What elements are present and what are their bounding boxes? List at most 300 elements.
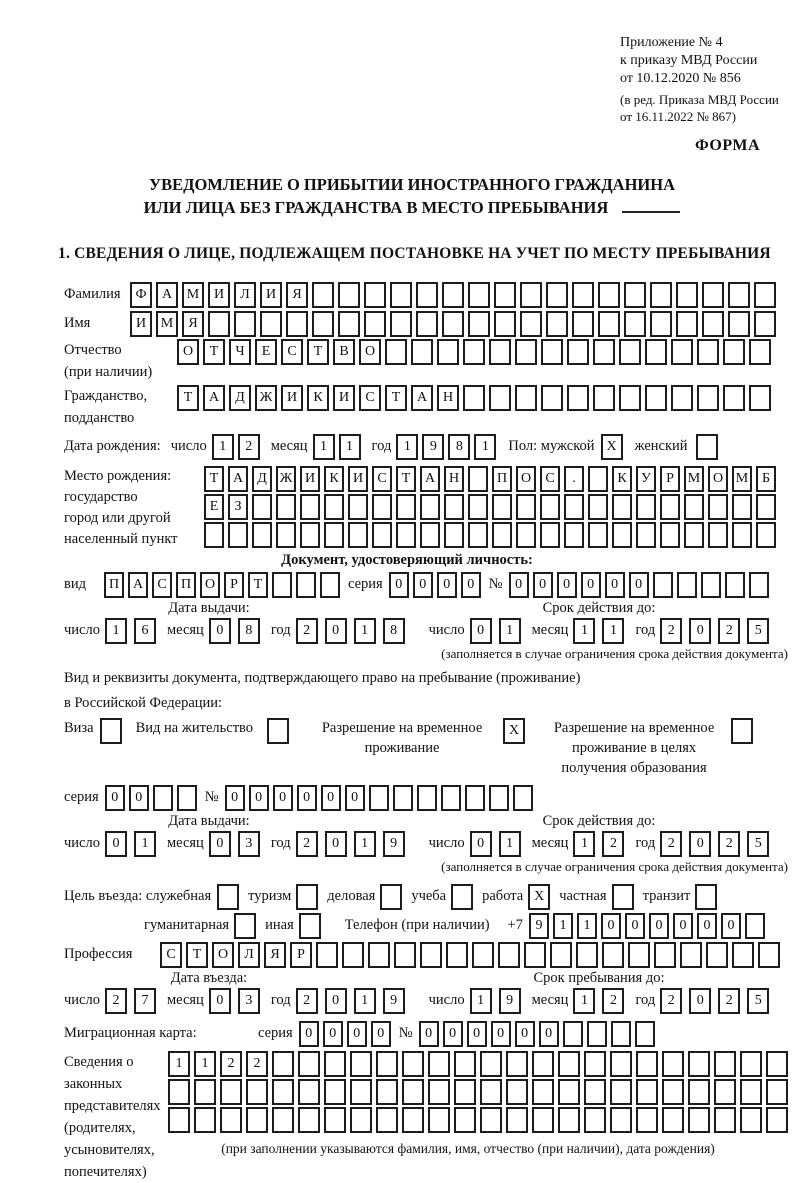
form-cell	[324, 494, 344, 520]
form-cell: 2	[296, 988, 318, 1014]
form-cell	[428, 1051, 450, 1077]
form-cell	[610, 1079, 632, 1105]
day-label: число	[428, 992, 465, 1008]
form-cell	[428, 1107, 450, 1133]
form-cell	[714, 1079, 736, 1105]
form-cell	[454, 1051, 476, 1077]
form-cell: Ф	[130, 282, 152, 308]
res-valid-until-label: Срок действия до:	[542, 813, 656, 829]
form-cell: 0	[721, 913, 741, 939]
form-cell: Р	[660, 466, 680, 492]
form-cell	[515, 385, 537, 411]
form-cell	[532, 1079, 554, 1105]
mc-number-label: №	[398, 1025, 413, 1041]
form-cell: 8	[238, 618, 260, 644]
form-cell	[754, 282, 776, 308]
form-cell	[676, 282, 698, 308]
identity-doc-heading: Документ, удостоверяющий личность:	[281, 552, 533, 568]
forma-label: ФОРМА	[694, 137, 760, 154]
form-cell	[372, 494, 392, 520]
form-cell	[208, 311, 230, 337]
form-cell	[546, 311, 568, 337]
purpose-work-item	[482, 884, 550, 910]
form-cell: X	[528, 884, 550, 910]
form-cell: 0	[689, 618, 711, 644]
form-cell: Н	[444, 466, 464, 492]
migration-card-label: Миграционная карта:	[64, 1025, 197, 1041]
form-cell	[706, 942, 728, 968]
form-cell	[662, 1107, 684, 1133]
form-cell: 0	[491, 1021, 511, 1047]
form-cell	[714, 1107, 736, 1133]
form-cell	[298, 1107, 320, 1133]
form-cell	[671, 385, 693, 411]
res-issue-year-cells	[296, 831, 405, 857]
sex-female-checkbox	[696, 434, 718, 460]
form-cell	[572, 311, 594, 337]
purpose-transit-label: транзит	[642, 888, 691, 904]
form-cell: И	[300, 466, 320, 492]
form-cell: Т	[186, 942, 208, 968]
form-cell: М	[732, 466, 752, 492]
purpose-humanitarian-checkbox	[234, 913, 256, 939]
year-label: год	[635, 622, 656, 638]
form-cell: 2	[602, 988, 624, 1014]
form-cell	[563, 1021, 583, 1047]
purpose-office-checkbox	[217, 884, 239, 910]
form-cell	[390, 311, 412, 337]
form-cell: 1	[499, 618, 521, 644]
form-cell	[745, 913, 765, 939]
form-cell: 2	[660, 831, 682, 857]
form-cell	[708, 522, 728, 548]
purpose-other-item	[265, 913, 321, 939]
form-cell	[463, 339, 485, 365]
purpose-transit-checkbox	[695, 884, 717, 910]
month-label: месяц	[166, 992, 204, 1008]
form-cell	[444, 494, 464, 520]
form-cell	[480, 1079, 502, 1105]
form-cell	[368, 942, 390, 968]
form-cell	[636, 1051, 658, 1077]
year-label: год	[371, 438, 392, 454]
form-cell: М	[156, 311, 178, 337]
form-cell	[660, 494, 680, 520]
purpose-business-item	[327, 884, 402, 910]
form-cell	[714, 1051, 736, 1077]
row-surname	[64, 281, 790, 308]
form-cell: 0	[347, 1021, 367, 1047]
form-cell: И	[281, 385, 303, 411]
res-series-cells	[105, 785, 197, 811]
form-cell	[766, 1107, 788, 1133]
month-label: месяц	[531, 622, 569, 638]
form-cell	[610, 1051, 632, 1077]
form-cell: Д	[229, 385, 251, 411]
form-cell: П	[492, 466, 512, 492]
temp-permit-edu-label-2: проживание в целях	[571, 740, 697, 756]
form-cell: У	[636, 466, 656, 492]
id-valid-day-cells	[470, 618, 521, 644]
form-cell: 1	[573, 831, 595, 857]
form-cell: 0	[273, 785, 293, 811]
form-cell: Л	[234, 282, 256, 308]
form-cell	[550, 942, 572, 968]
birth-day-cells	[212, 434, 260, 460]
form-cell	[558, 1051, 580, 1077]
res-number-cells	[225, 785, 533, 811]
id-kind-label: вид	[64, 576, 86, 592]
patronymic-label-note: (при наличии)	[64, 364, 153, 380]
id-series-label: серия	[348, 576, 383, 592]
name-label: Имя	[64, 315, 91, 331]
form-cell: 1	[573, 618, 595, 644]
purpose-study-checkbox	[451, 884, 473, 910]
form-cell	[576, 942, 598, 968]
form-cell	[451, 884, 473, 910]
stay-year-cells	[660, 988, 769, 1014]
form-cell: 2	[660, 988, 682, 1014]
appendix-line: Приложение № 4	[620, 35, 723, 50]
id-issue-year-cells	[296, 618, 405, 644]
purpose-tourism-item	[248, 884, 318, 910]
form-cell	[671, 339, 693, 365]
visa-item	[64, 718, 122, 744]
entry-date-label: Дата въезда:	[170, 970, 248, 986]
phone-cells	[529, 913, 765, 939]
form-cell	[252, 494, 272, 520]
form-cell	[697, 339, 719, 365]
form-cell	[442, 282, 464, 308]
form-cell: О	[359, 339, 381, 365]
form-cell: 0	[539, 1021, 559, 1047]
form-cell: 0	[461, 572, 481, 598]
form-cell	[260, 311, 282, 337]
form-cell: 0	[689, 831, 711, 857]
form-cell: 0	[697, 913, 717, 939]
form-cell: О	[708, 466, 728, 492]
form-cell	[480, 1051, 502, 1077]
form-cell: 0	[299, 1021, 319, 1047]
form-cell: Я	[264, 942, 286, 968]
form-cell: Т	[396, 466, 416, 492]
form-cell	[350, 1079, 372, 1105]
form-cell: С	[160, 942, 182, 968]
form-cell	[684, 494, 704, 520]
form-cell: 3	[238, 831, 260, 857]
form-cell	[417, 785, 437, 811]
birth-date-label: Дата рождения:	[64, 438, 161, 454]
form-cell: 8	[383, 618, 405, 644]
form-cell	[636, 1079, 658, 1105]
form-cell: Р	[290, 942, 312, 968]
form-cell: О	[200, 572, 220, 598]
form-cell	[728, 282, 750, 308]
form-cell	[296, 572, 316, 598]
form-cell: 1	[212, 434, 234, 460]
form-cell	[246, 1107, 268, 1133]
temp-permit-label-1: Разрешение на временное	[321, 720, 483, 736]
entry-date-group	[64, 988, 405, 1014]
form-cell	[220, 1079, 242, 1105]
name-cells	[130, 311, 776, 337]
form-cell	[168, 1079, 190, 1105]
form-cell	[676, 311, 698, 337]
title-blank-underline	[622, 199, 680, 213]
form-cell	[619, 385, 641, 411]
form-cell: 2	[220, 1051, 242, 1077]
res-issue-date-label: Дата выдачи:	[168, 813, 250, 829]
temp-permit-edu-item	[549, 718, 753, 778]
profession-label: Профессия	[64, 946, 133, 962]
id-valid-year-cells	[660, 618, 769, 644]
form-cell	[584, 1051, 606, 1077]
form-cell	[650, 282, 672, 308]
form-cell	[636, 1107, 658, 1133]
form-cell: 8	[448, 434, 470, 460]
purpose-private-item	[559, 884, 633, 910]
form-cell	[402, 1079, 424, 1105]
form-cell	[728, 311, 750, 337]
form-cell	[342, 942, 364, 968]
entry-date-headers	[64, 970, 790, 987]
form-cell	[286, 311, 308, 337]
birth-place-label-3: город или другой	[64, 510, 171, 526]
form-cell	[394, 942, 416, 968]
form-cell	[754, 311, 776, 337]
form-cell	[588, 466, 608, 492]
form-cell	[220, 1107, 242, 1133]
form-cell	[740, 1051, 762, 1077]
form-cell: К	[612, 466, 632, 492]
day-label: число	[428, 835, 465, 851]
form-cell: 9	[383, 988, 405, 1014]
form-cell	[766, 1051, 788, 1077]
form-cell: 0	[323, 1021, 343, 1047]
form-cell	[494, 282, 516, 308]
form-cell	[492, 522, 512, 548]
form-cell: А	[128, 572, 148, 598]
purpose-tourism-checkbox	[296, 884, 318, 910]
form-cell: 0	[533, 572, 553, 598]
form-cell: X	[503, 718, 525, 744]
form-cell	[624, 282, 646, 308]
form-cell: А	[156, 282, 178, 308]
form-cell	[564, 494, 584, 520]
month-label: месяц	[531, 835, 569, 851]
form-cell	[610, 1107, 632, 1133]
form-cell	[653, 572, 673, 598]
form-cell	[732, 942, 754, 968]
form-cell: И	[208, 282, 230, 308]
purpose-business-label: деловая	[327, 888, 376, 904]
form-cell	[696, 434, 718, 460]
month-label: месяц	[166, 835, 204, 851]
month-label: месяц	[166, 622, 204, 638]
form-cell	[612, 494, 632, 520]
purpose-other-label: иная	[265, 917, 294, 933]
purpose-tourism-label: туризм	[248, 888, 292, 904]
form-cell: 1	[499, 831, 521, 857]
entry-day-cells	[105, 988, 156, 1014]
form-cell: С	[281, 339, 303, 365]
form-cell	[468, 466, 488, 492]
form-cell: 1	[553, 913, 573, 939]
amendment-line: от 16.11.2022 № 867)	[620, 109, 737, 124]
form-cell	[572, 282, 594, 308]
form-cell: 9	[499, 988, 521, 1014]
form-cell	[701, 572, 721, 598]
form-cell	[376, 1051, 398, 1077]
form-cell	[298, 1051, 320, 1077]
form-cell	[446, 942, 468, 968]
form-cell	[636, 494, 656, 520]
form-cell: 1	[470, 988, 492, 1014]
form-cell	[463, 385, 485, 411]
form-cell: Л	[238, 942, 260, 968]
form-cell: А	[411, 385, 433, 411]
form-cell	[588, 522, 608, 548]
form-cell	[598, 282, 620, 308]
form-cell	[396, 522, 416, 548]
citizenship-label-2: подданство	[64, 410, 135, 426]
form-title-line2: ИЛИ ЛИЦА БЕЗ ГРАЖДАНСТВА В МЕСТО ПРЕБЫВАНИЯ	[143, 198, 609, 217]
legal-reps-label-4: (родителях,	[64, 1120, 136, 1136]
form-cell: 0	[209, 988, 231, 1014]
section1-heading: 1. СВЕДЕНИЯ О ЛИЦЕ, ПОДЛЕЖАЩЕМ ПОСТАНОВКЕ НА УЧЕТ ПО МЕСТУ ПРЕБЫВАНИЯ	[58, 245, 771, 262]
form-cell	[348, 522, 368, 548]
visa-label: Виза	[64, 720, 94, 736]
form-cell	[364, 311, 386, 337]
form-cell	[217, 884, 239, 910]
form-cell	[276, 522, 296, 548]
form-cell: 1	[577, 913, 597, 939]
form-cell: 0	[689, 988, 711, 1014]
form-cell	[584, 1107, 606, 1133]
form-cell	[489, 785, 509, 811]
form-cell	[740, 1107, 762, 1133]
form-cell: 0	[515, 1021, 535, 1047]
form-cell	[506, 1079, 528, 1105]
form-cell	[540, 494, 560, 520]
form-cell	[316, 942, 338, 968]
form-cell	[731, 718, 753, 744]
appendix-line: к приказу МВД России	[620, 53, 758, 68]
residence-permit-checkbox	[267, 718, 289, 744]
form-cell	[532, 1107, 554, 1133]
month-label: месяц	[531, 992, 569, 1008]
form-cell: 0	[470, 618, 492, 644]
form-cell	[732, 522, 752, 548]
form-cell	[520, 311, 542, 337]
form-cell: 2	[105, 988, 127, 1014]
block-birth-place	[64, 466, 790, 550]
form-cell: С	[540, 466, 560, 492]
res-valid-date-group	[429, 831, 770, 857]
form-cell	[350, 1107, 372, 1133]
form-cell	[468, 494, 488, 520]
form-cell	[420, 942, 442, 968]
form-cell: И	[260, 282, 282, 308]
row-migration-card	[64, 1020, 790, 1047]
legal-reps-row2-cells	[168, 1079, 788, 1105]
legal-reps-label-2: законных	[64, 1076, 123, 1092]
res-number-label: №	[204, 789, 219, 805]
form-cell	[402, 1107, 424, 1133]
patronymic-label: Отчество	[64, 342, 122, 358]
form-cell: 0	[325, 618, 347, 644]
birth-place-label-1: Место рождения:	[64, 468, 172, 484]
entry-year-cells	[296, 988, 405, 1014]
purpose-study-label: учеба	[411, 888, 447, 904]
form-cell: 9	[529, 913, 549, 939]
form-cell	[593, 339, 615, 365]
form-cell	[296, 884, 318, 910]
form-cell: 2	[718, 831, 740, 857]
res-issue-day-cells	[105, 831, 156, 857]
purpose-study-item	[411, 884, 473, 910]
form-cell	[393, 785, 413, 811]
form-cell: 0	[629, 572, 649, 598]
form-cell	[660, 522, 680, 548]
form-cell	[416, 282, 438, 308]
form-cell	[420, 494, 440, 520]
form-cell	[662, 1079, 684, 1105]
form-cell: 1	[134, 831, 156, 857]
purpose-business-checkbox	[380, 884, 402, 910]
form-cell	[437, 339, 459, 365]
form-cell	[520, 282, 542, 308]
year-label: год	[635, 835, 656, 851]
id-number-cells	[509, 572, 769, 598]
form-cell: П	[176, 572, 196, 598]
form-cell	[489, 339, 511, 365]
form-cell: 0	[225, 785, 245, 811]
form-cell	[324, 1051, 346, 1077]
form-cell	[234, 311, 256, 337]
form-cell: 0	[509, 572, 529, 598]
day-label: число	[170, 438, 207, 454]
form-cell: Р	[224, 572, 244, 598]
form-cell	[636, 522, 656, 548]
stay-date-group	[429, 988, 770, 1014]
form-cell: 9	[383, 831, 405, 857]
form-cell: Т	[385, 385, 407, 411]
row-patronymic	[64, 339, 790, 383]
form-cell	[444, 522, 464, 548]
form-cell	[654, 942, 676, 968]
form-cell: 1	[354, 831, 376, 857]
form-cell	[628, 942, 650, 968]
form-cell: 0	[371, 1021, 391, 1047]
id-issue-day-cells	[105, 618, 156, 644]
form-cell	[567, 385, 589, 411]
id-date-headers	[64, 600, 790, 617]
citizenship-label-1: Гражданство,	[64, 388, 148, 404]
form-title-line1: УВЕДОМЛЕНИЕ О ПРИБЫТИИ ИНОСТРАННОГО ГРАЖДАНИНА	[148, 175, 676, 194]
birth-place-label-4: населенный пункт	[64, 531, 178, 547]
form-cell: 1	[313, 434, 335, 460]
res-dates-row	[64, 830, 790, 857]
birth-place-row1-cells	[204, 466, 776, 492]
form-cell: З	[228, 494, 248, 520]
form-cell: Я	[286, 282, 308, 308]
year-label: год	[635, 992, 656, 1008]
form-cell: 2	[296, 831, 318, 857]
purpose-transit-item	[643, 884, 718, 910]
form-cell	[338, 282, 360, 308]
form-cell	[494, 311, 516, 337]
